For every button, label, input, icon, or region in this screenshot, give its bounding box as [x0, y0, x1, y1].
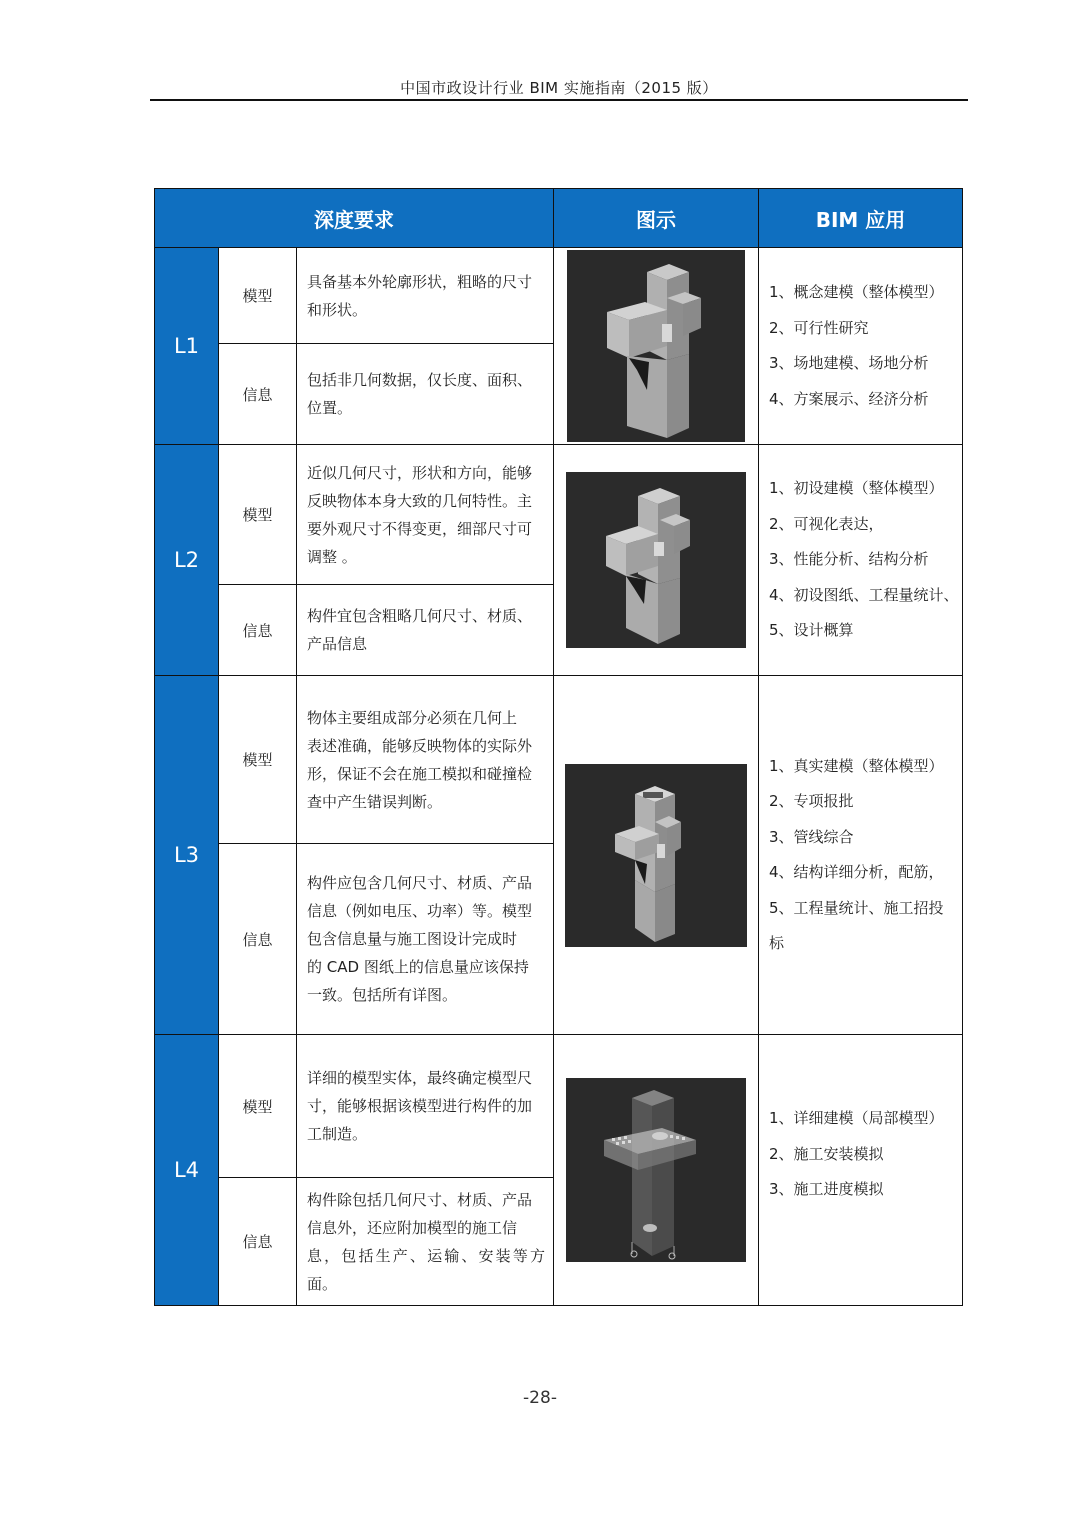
- level-label: L2: [155, 445, 219, 676]
- list-item: 4、结构详细分析，配筋，: [769, 863, 944, 881]
- column-header-figure: 图示: [554, 189, 759, 248]
- list-item: 2、专项报批: [769, 792, 854, 810]
- list-item: 2、可视化表达，: [769, 514, 884, 533]
- bim-applications-list: [759, 676, 963, 1035]
- level-label: L1: [155, 248, 219, 445]
- column-header-depth: 深度要求: [155, 189, 554, 248]
- model-description: 物体主要组成部分必须在几何上 表述准确，能够反映物体的实际外 形，保证不会在施工模拟和碰撞检 查中产生错误判断。: [297, 676, 554, 844]
- figure-cell: [554, 1035, 759, 1306]
- building-model-render-icon: [566, 472, 746, 648]
- list-item: 5、设计概算: [769, 621, 854, 640]
- model-description: 详细的模型实体，最终确定模型尺 寸，能够根据该模型进行构件的加 工制造。: [297, 1035, 554, 1178]
- info-description: 构件除包括几何尺寸、材质、产品 信息外，还应附加模型的施工信 息，包括生产、运输、安装等方面。: [297, 1178, 554, 1306]
- sub-label-model: 模型: [219, 248, 297, 344]
- figure-cell: [554, 445, 759, 676]
- sub-label-model: 模型: [219, 676, 297, 844]
- list-item: 4、方案展示、经济分析: [769, 389, 929, 408]
- info-description: 构件应包含几何尺寸、材质、产品 信息（例如电压、功率）等。模型 包含信息量与施工图设计完成时 的 CAD 图纸上的信息量应该保持 一致。包括所有详图。: [297, 844, 554, 1035]
- table-row-l4-model: [155, 1035, 963, 1178]
- list-item: 4、初设图纸、工程量统计、: [769, 585, 959, 604]
- list-item: 3、性能分析、结构分析: [769, 550, 929, 569]
- table-row-l2-model: [155, 445, 963, 585]
- bim-applications-list: [759, 1035, 963, 1306]
- sub-label-info: 信息: [219, 344, 297, 445]
- table-row-l3-model: [155, 676, 963, 844]
- bim-applications-list: [759, 445, 963, 676]
- figure-cell: [554, 248, 759, 445]
- bim-depth-table: [154, 188, 963, 1306]
- level-label: L3: [155, 676, 219, 1035]
- list-item: 标: [769, 934, 785, 952]
- list-item: 1、概念建模（整体模型）: [769, 283, 944, 301]
- list-item: 3、施工进度模拟: [769, 1180, 884, 1198]
- list-item: 1、详细建模（局部模型）: [769, 1109, 944, 1127]
- bim-applications-list: [759, 248, 963, 445]
- level-label: L4: [155, 1035, 219, 1306]
- detailed-transparent-model-render-icon: [566, 1078, 746, 1262]
- list-item: 5、工程量统计、施工招投: [769, 898, 944, 917]
- column-header-bim-application: BIM 应用: [759, 189, 963, 248]
- sub-label-info: 信息: [219, 1178, 297, 1306]
- building-model-render-icon: [565, 764, 747, 947]
- figure-cell: [554, 676, 759, 1035]
- list-item: 3、管线综合: [769, 827, 854, 846]
- page-header-title: 中国市政设计行业 BIM 实施指南（2015 版）: [400, 79, 718, 97]
- list-item: 3、场地建模、场地分析: [769, 354, 929, 372]
- table-header-row: [155, 189, 963, 248]
- building-model-render-icon: [567, 250, 745, 442]
- info-description: 包括非几何数据，仅长度、面积、 位置。: [297, 344, 554, 445]
- header-divider: [150, 99, 968, 101]
- sub-label-model: 模型: [219, 1035, 297, 1178]
- list-item: 2、可行性研究: [769, 318, 869, 337]
- table-row-l1-model: [155, 248, 963, 344]
- sub-label-model: 模型: [219, 445, 297, 585]
- model-description: 近似几何尺寸，形状和方向，能够 反映物体本身大致的几何特性。主 要外观尺寸不得变更，细部尺寸可 调整 。: [297, 445, 554, 585]
- list-item: 1、真实建模（整体模型）: [769, 756, 944, 775]
- page-number: -28-: [523, 1388, 557, 1408]
- model-description: 具备基本外轮廓形状，粗略的尺寸 和形状。: [297, 248, 554, 344]
- list-item: 2、施工安装模拟: [769, 1144, 884, 1163]
- sub-label-info: 信息: [219, 585, 297, 676]
- sub-label-info: 信息: [219, 844, 297, 1035]
- info-description: 构件宜包含粗略几何尺寸、材质、 产品信息: [297, 585, 554, 676]
- list-item: 1、初设建模（整体模型）: [769, 479, 944, 498]
